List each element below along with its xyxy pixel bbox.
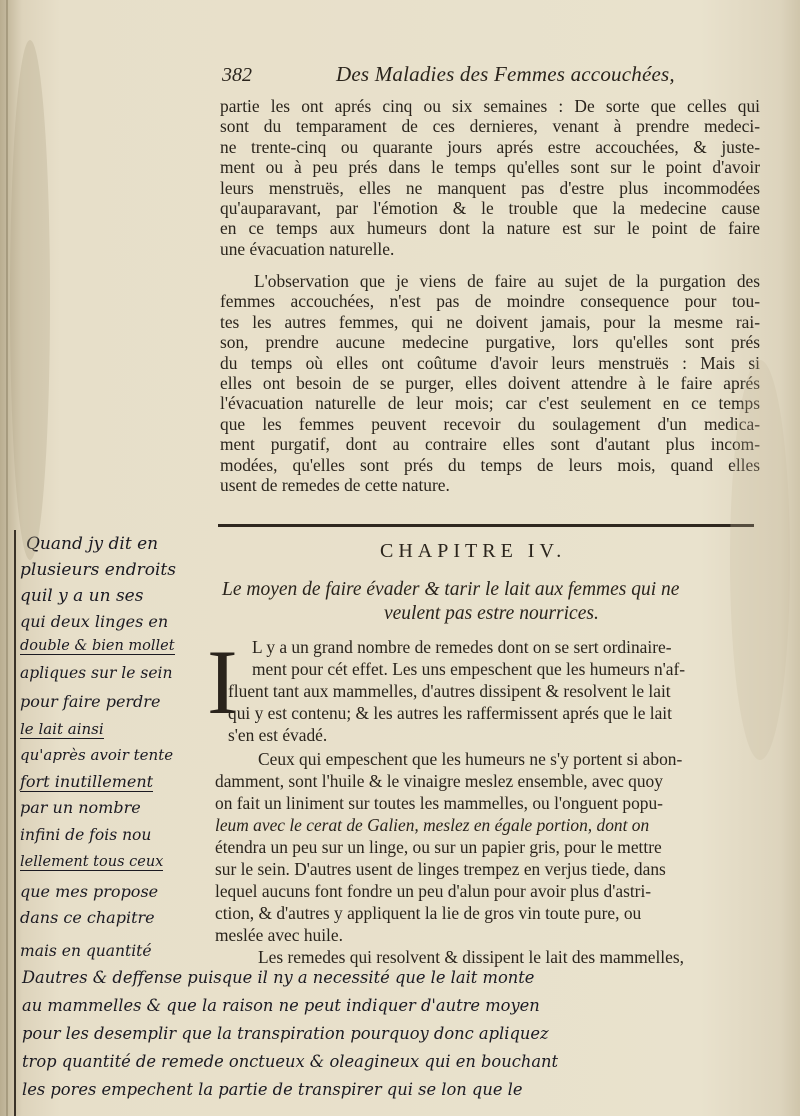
handwritten-note: au mammelles & que la raison ne peut indiquer d'autre moyen xyxy=(22,996,540,1015)
text-line: sur le sein. D'autres usent de linges trempez en verjus tiede, dans xyxy=(215,859,666,879)
text-line: damment, sont l'huile & le vinaigre meslez ensemble, avec quoy xyxy=(215,771,663,791)
text-line: lequel aucuns font fondre un peu d'alun pour avoir plus d'astri- xyxy=(215,881,652,901)
text-line: ction, & d'autres y appliquent la lie de gros vin toute pure, ou xyxy=(215,903,642,923)
subtitle-line: veulent pas estre nourrices. xyxy=(384,603,599,624)
paragraph-1 xyxy=(220,96,760,259)
text-line: Les remedes qui resolvent & dissipent le lait des mammelles, xyxy=(258,947,684,967)
text-line: Ceux qui empeschent que les humeurs ne s'y portent si abon- xyxy=(258,749,683,769)
text-line: modées, qu'elles sont prés du temps de leurs mois, quand elles xyxy=(220,454,760,475)
page-number: 382 xyxy=(222,64,252,86)
handwritten-note: dans ce chapitre xyxy=(20,908,155,927)
text-line: que les femmes peuvent recevoir du soulagement d'un medica- xyxy=(220,413,760,434)
text-line: s'en est évadé. xyxy=(228,725,328,745)
handwritten-note: fort inutillement xyxy=(20,772,154,791)
text-line: une évacuation naturelle. xyxy=(220,238,395,259)
chapter-title: CHAPITRE IV. xyxy=(380,540,567,562)
text-line: femmes accouchées, n'est pas de moindre consequence pour tou- xyxy=(220,291,760,312)
text-line: son, prendre aucune medecine purgative, lors qu'elles sont prés xyxy=(220,332,760,353)
text-line: usent de remedes de cette nature. xyxy=(220,475,450,496)
text-line: fluent tant aux mammelles, d'autres dissipent & resolvent le lait xyxy=(228,681,671,701)
handwritten-note: par un nombre xyxy=(20,798,141,817)
running-title: Des Maladies des Femmes accouchées, xyxy=(336,62,675,86)
margin-annotation-bar xyxy=(14,530,16,1116)
text-line: meslée avec huile. xyxy=(215,925,343,945)
running-header xyxy=(222,62,762,92)
text-line: partie les ont aprés cinq ou six semaines : De sorte que celles qui xyxy=(220,96,760,116)
handwritten-note: lellement tous ceux xyxy=(20,854,164,870)
text-line: leum avec le cerat de Galien, meslez en égale portion, dont on xyxy=(215,815,650,835)
subtitle-line: Le moyen de faire évader & tarir le lait aux femmes qui ne xyxy=(222,579,680,600)
handwritten-note: trop quantité de remede onctueux & oleagineux qui en bouchant xyxy=(22,1052,559,1071)
text-line: ment purgatif, dont au contraire elles sont d'autant plus incom- xyxy=(220,434,760,455)
handwritten-note: quil y a un ses xyxy=(20,586,144,606)
text-line: L'observation que je viens de faire au sujet de la purgation des xyxy=(254,271,760,291)
text-line: qui y est contenu; & les autres les raffermissent aprés que le lait xyxy=(228,703,672,723)
handwritten-note: Quand jy dit en xyxy=(26,534,159,554)
text-line: on fait un liniment sur toutes les mammelles, ou l'onguent popu- xyxy=(215,793,663,813)
handwritten-note: double & bien mollet xyxy=(20,638,175,654)
handwritten-note: les pores empechent la partie de transpirer qui se lon que le xyxy=(22,1080,523,1099)
handwritten-note: Dautres & deffense puisque il ny a necessité que le lait monte xyxy=(22,968,535,987)
text-line: ne trente-cinq ou quarante jours aprés estre accouchées, & juste- xyxy=(220,136,760,157)
text-line: leurs menstruës, elles ne manquent pas d'estre plus incommodées xyxy=(220,177,760,198)
text-line: du temps où elles ont coûtume d'avoir leurs menstruës : Mais si xyxy=(220,352,760,373)
handwritten-note: pour faire perdre xyxy=(20,692,161,711)
handwritten-note: qui deux linges en xyxy=(20,612,169,631)
paragraph-2 xyxy=(220,271,760,495)
text-line: l'évacuation naturelle de leur mois; car c'est seulement en ce temps xyxy=(220,393,760,414)
text-line: ment ou à peu prés dans le temps qu'elles sont sur le point d'avoir xyxy=(220,157,760,178)
text-line: qu'auparavant, par l'émotion & le trouble que la medecine cause xyxy=(220,198,760,219)
handwritten-note: plusieurs endroits xyxy=(20,560,176,580)
text-line: elles ont besoin de se purger, elles doivent attendre à le faire aprés xyxy=(220,373,760,394)
chapter-rule xyxy=(218,524,754,527)
handwritten-note: qu'après avoir tente xyxy=(20,746,174,764)
handwritten-note: le lait ainsi xyxy=(20,720,104,738)
text-line: tes les autres femmes, qui ne doivent jamais, pour la mesme rai- xyxy=(220,311,760,332)
handwritten-note: infini de fois nou xyxy=(20,826,152,844)
handwritten-note: apliques sur le sein xyxy=(20,664,173,682)
handwritten-note: pour les desemplir que la transpiration pourquoy donc apliquez xyxy=(22,1024,549,1043)
page-gutter xyxy=(6,0,8,1116)
text-line: sont du temparament de ces dernieres, venant à prendre medeci- xyxy=(220,116,760,137)
text-line: L y a un grand nombre de remedes dont on se sert ordinaire- xyxy=(252,637,672,657)
text-line: étendra un peu sur un linge, ou sur un papier gris, pour le mettre xyxy=(215,837,662,857)
handwritten-note: que mes propose xyxy=(20,882,159,901)
text-line: en ce temps aux humeurs dont la nature est sur le point de faire xyxy=(220,218,760,239)
drop-capital: I xyxy=(207,631,238,733)
text-line: ment pour cét effet. Les uns empeschent que les humeurs n'af- xyxy=(252,659,686,679)
handwritten-note: mais en quantité xyxy=(20,942,152,960)
